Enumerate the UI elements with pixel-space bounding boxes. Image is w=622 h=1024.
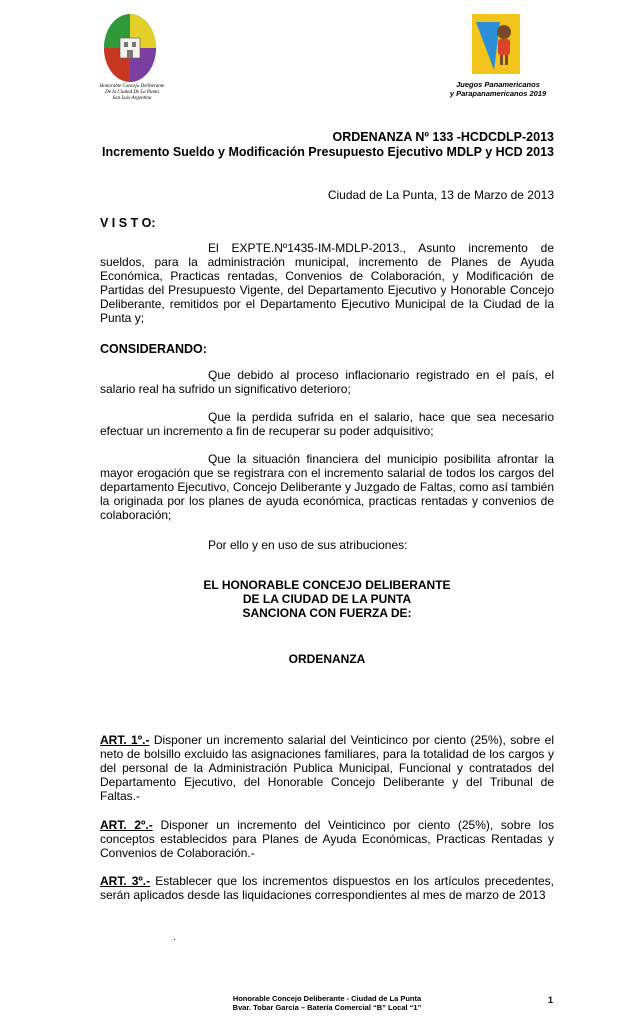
considerando-heading: CONSIDERANDO: (100, 342, 207, 356)
footer-line: Honorable Concejo Deliberante - Ciudad de La Punta (232, 994, 422, 1003)
sanciona-line: SANCIONA CON FUERZA DE: (242, 606, 412, 620)
ordenanza-heading: ORDENANZA (288, 652, 366, 666)
ordinance-subject: Incremento Sueldo y Modificación Presupuesto Ejecutivo MDLP y HCD 2013 (102, 145, 554, 159)
seal-caption-line: San Luis-Argentina (112, 96, 152, 101)
panamerican-games-logo (470, 12, 522, 76)
footer-line: Bvar. Tobar García – Batería Comercial “B” Local “1” (232, 1003, 422, 1012)
considerando-paragraph: Que debido al proceso inflacionario registrado en el país, el salario real ha sufrido un significativo deterioro; (100, 368, 554, 396)
stray-mark: . (173, 932, 176, 943)
visto-heading: V I S T O: (100, 216, 156, 230)
considerando-paragraph: Que la perdida sufrida en el salario, hace que sea necesario efectuar un incremento a fin de recuperar su poder adquisitivo; (100, 410, 554, 438)
article-label: ART. 2º.- (100, 818, 153, 832)
page-number: 1 (548, 995, 554, 1005)
considerando-paragraph: Por ello y en uso de sus atribuciones: (208, 538, 408, 552)
panamerican-games-caption (438, 80, 558, 98)
article-text: Disponer un incremento del Veinticinco por ciento (25%), sobre los conceptos establecidos para Planes de Ayuda Económicas, Practicas Rentadas y Convenios de Colaboración.- (100, 818, 554, 860)
sanciona-block (100, 578, 554, 620)
games-caption-line: Juegos Panamericanos (456, 80, 540, 89)
seal-caption-line: Honorable Concejo Deliberante (99, 84, 165, 89)
date-line: Ciudad de La Punta, 13 de Marzo de 2013 (327, 188, 554, 202)
ordinance-number: ORDENANZA Nº 133 -HCDCDLP-2013 (332, 130, 554, 144)
sanciona-line: DE LA CIUDAD DE LA PUNTA (242, 592, 412, 606)
visto-paragraph: El EXPTE.Nº1435-IM-MDLP-2013., Asunto incremento de sueldos, para la administración municipal, incremento de Planes de Ayuda Económica, Practicas rentadas, Convenios de Colaboración, y Modificación de Partidas del Presupuesto Vigente, del Departamento Ejecutivo y Honorable Concejo Deliberante, remitidos por el Departamento Ejecutivo Municipal de la Ciudad de la Punta y; (100, 241, 554, 325)
article-3 (100, 874, 554, 902)
article-text: Disponer un incremento salarial del Veinticinco por ciento (25%), sobre el neto de bolsillo excluido las asignaciones familiares, para la totalidad de los cargos y del personal de la Administración Publica Municipal, Funcional y contratados del Departamento Ejecutivo, del Honorable Concejo Deliberante y del Tribunal de Faltas.- (100, 733, 554, 803)
seal-caption-line: De la Ciudad De La Punta (105, 90, 159, 95)
article-1 (100, 733, 554, 803)
council-seal-caption (92, 84, 172, 102)
considerando-paragraph: Que la situación financiera del municipio posibilita afrontar la mayor erogación que se registrara con el incremento salarial de todos los cargos del departamento Ejecutivo, Concejo Deliberante y Juzgado de Faltas, como así también la originada por los planes de ayuda económica, practicas rentadas y convenios de colaboración; (100, 452, 554, 522)
council-seal-logo (102, 12, 158, 84)
article-2 (100, 818, 554, 860)
page-footer (100, 994, 554, 1012)
article-text: Establecer que los incrementos dispuestos en los artículos precedentes, serán aplicados desde las liquidaciones correspondientes al mes de marzo de 2013 (100, 874, 555, 902)
games-caption-line: y Parapanamericanos 2019 (449, 89, 547, 98)
article-label: ART. 1º.- (100, 733, 150, 747)
sanciona-line: EL HONORABLE CONCEJO DELIBERANTE (203, 578, 451, 592)
article-label: ART. 3º.- (100, 874, 151, 888)
